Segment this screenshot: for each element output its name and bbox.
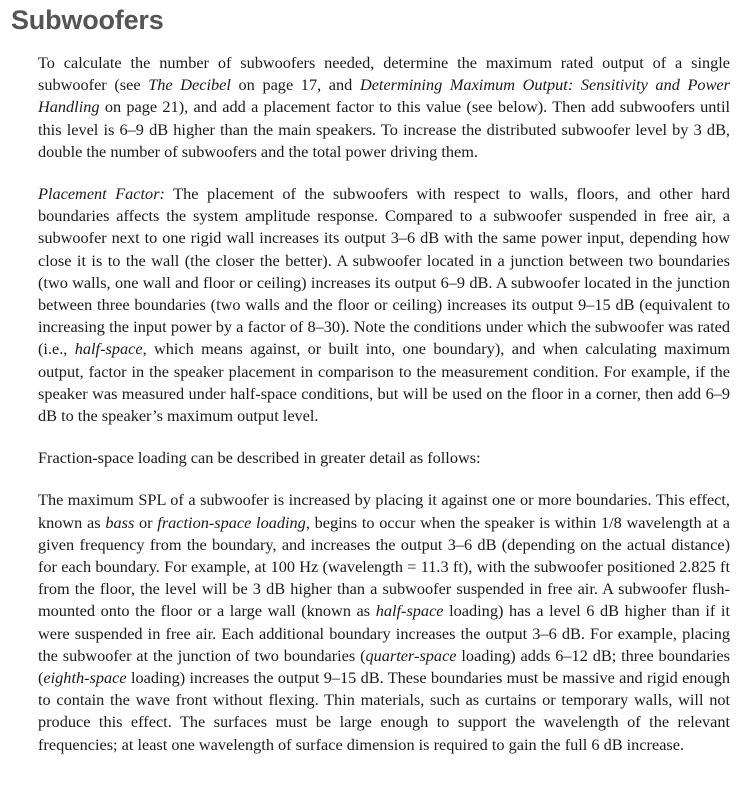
text-run: loading) adds 6–12 dB; three boundaries ( (38, 645, 730, 688)
term: half-space (74, 339, 143, 359)
paragraph-fraction-space-intro (38, 447, 730, 469)
term-heading: Placement Factor: (38, 184, 165, 204)
text-run: The placement of the subwoofers with respect to walls, floors, and other hard boundaries affects the system amplitude response. Compared to a subwoofer suspended in free air, a subwoofer next to one rigid wall increases its output 3–6 dB with the same power input, depending how close it is to the wall (the closer the better). A subwoofer located in a junction between two boundaries (two walls, one wall and floor or ceiling) increases its output 6–9 dB. A subwoofer located in the junction between three boundaries (two walls and the floor or ceiling) increases its output 9–15 dB (equivalent to increasing the input power by a factor of 8–30). Note the conditions under which the subwoofer was rated (i.e., (38, 184, 731, 359)
term: half-space (375, 601, 444, 621)
term: fraction-space loading (157, 512, 306, 532)
text-run: , which means against, or built into, one boundary), and when calculating maximum output, factor in the speaker placement in comparison to the measurement condition. For example, if the speaker was measured under half-space conditions, but will be used on the floor in a corner, then add 6–9 dB to the speaker’s maximum output level. (38, 339, 731, 426)
text-run: , begins to occur when the speaker is within 1/8 wavelength at a given frequency from the boundary, and increases the output 3–6 dB (depending on the actual distance) for each boundary. For example, at 100 Hz (wavelength = 11.3 ft), with the subwoofer positioned 2.825 ft from the floor, the level will be 3 dB higher than a subwoofer suspended in free air. A subwoofer flush-mounted onto the floor or a large wall (known as (38, 512, 730, 621)
text-run: loading) increases the output 9–15 dB. These boundaries must be massive and rigid enough to contain the wave front without flexing. Thin materials, such as curtains or temporary walls, will not produce this effect. The surfaces must be large enough to support the wavelength of the relevant frequencies; at least one wavelength of surface dimension is required to gain the full 6 dB increase. (38, 668, 730, 754)
term: eighth-space (43, 668, 127, 688)
text-run: or (134, 512, 158, 532)
text-run: on page 21), and add a placement factor to this value (see below). Then add subwoofers until this level is 6–9 dB higher than the main speakers. To increase the distributed subwoofer level by 3 dB, double the number of subwoofers and the total power driving them. (38, 97, 730, 161)
article-body (38, 52, 730, 756)
paragraph-placement-factor (38, 183, 730, 427)
text-run: To calculate the number of subwoofers needed, determine the maximum rated output of a single subwoofer (see (38, 53, 730, 95)
term: quarter-space (365, 645, 457, 665)
text-run: The maximum SPL of a subwoofer is increased by placing it against one or more boundaries. This effect, known as (38, 490, 730, 532)
text-run: on page 17, and (230, 75, 360, 95)
reference-title: Determining Maximum Output: Sensitivity and Power Handling (38, 75, 730, 117)
paragraph-max-spl (38, 489, 730, 755)
text-run: Fraction-space loading can be described in greater detail as follows: (38, 448, 481, 468)
text-run: loading) has a level 6 dB higher than if it were suspended in free air. Each additional boundary increases the output 3–6 dB. For example, placing the subwoofer at the junction of two boundaries ( (38, 601, 730, 665)
paragraph-intro (38, 52, 730, 163)
term: bass (105, 512, 135, 532)
page-title: Subwoofers (11, 5, 164, 35)
reference-title: The Decibel (148, 75, 231, 95)
